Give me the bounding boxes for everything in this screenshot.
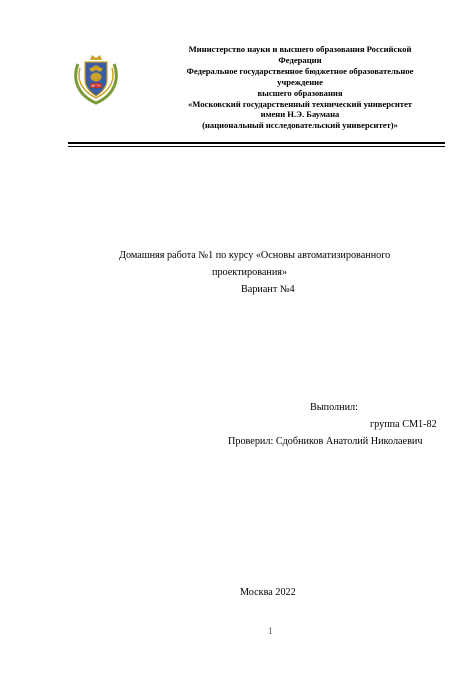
header-line: (национальный исследовательский университет)»	[202, 120, 398, 131]
city-year: Москва 2022	[240, 587, 296, 598]
header-line: имени Н.Э. Баумана	[260, 109, 340, 120]
header-line: Федеральное государственное бюджетное образовательное	[186, 65, 414, 76]
checked-by: Проверил: Сдобников Анатолий Николаевич	[228, 436, 423, 447]
emblem-lettering: МГТУ	[91, 84, 101, 89]
page-number: 1	[268, 627, 273, 637]
header-line: Министерство науки и высшего образования Российской	[188, 44, 412, 54]
header-line: высшего образования	[257, 87, 343, 98]
header-line: Федерации	[278, 54, 322, 65]
header-divider-thin	[68, 146, 445, 147]
performed-by-label: Выполнил:	[310, 402, 358, 413]
variant-label: Вариант №4	[241, 284, 295, 295]
university-emblem-icon	[72, 50, 120, 106]
header-divider-thick	[68, 142, 445, 144]
student-group: группа СМ1-82	[370, 419, 437, 430]
header-line: «Московский государственный технический университет	[187, 98, 413, 109]
work-title-line1: Домашняя работа №1 по курсу «Основы автоматизированного	[119, 250, 391, 261]
institution-header	[150, 44, 450, 131]
header-line: учреждение	[277, 76, 323, 87]
work-title-line2: проектирования»	[212, 267, 288, 278]
